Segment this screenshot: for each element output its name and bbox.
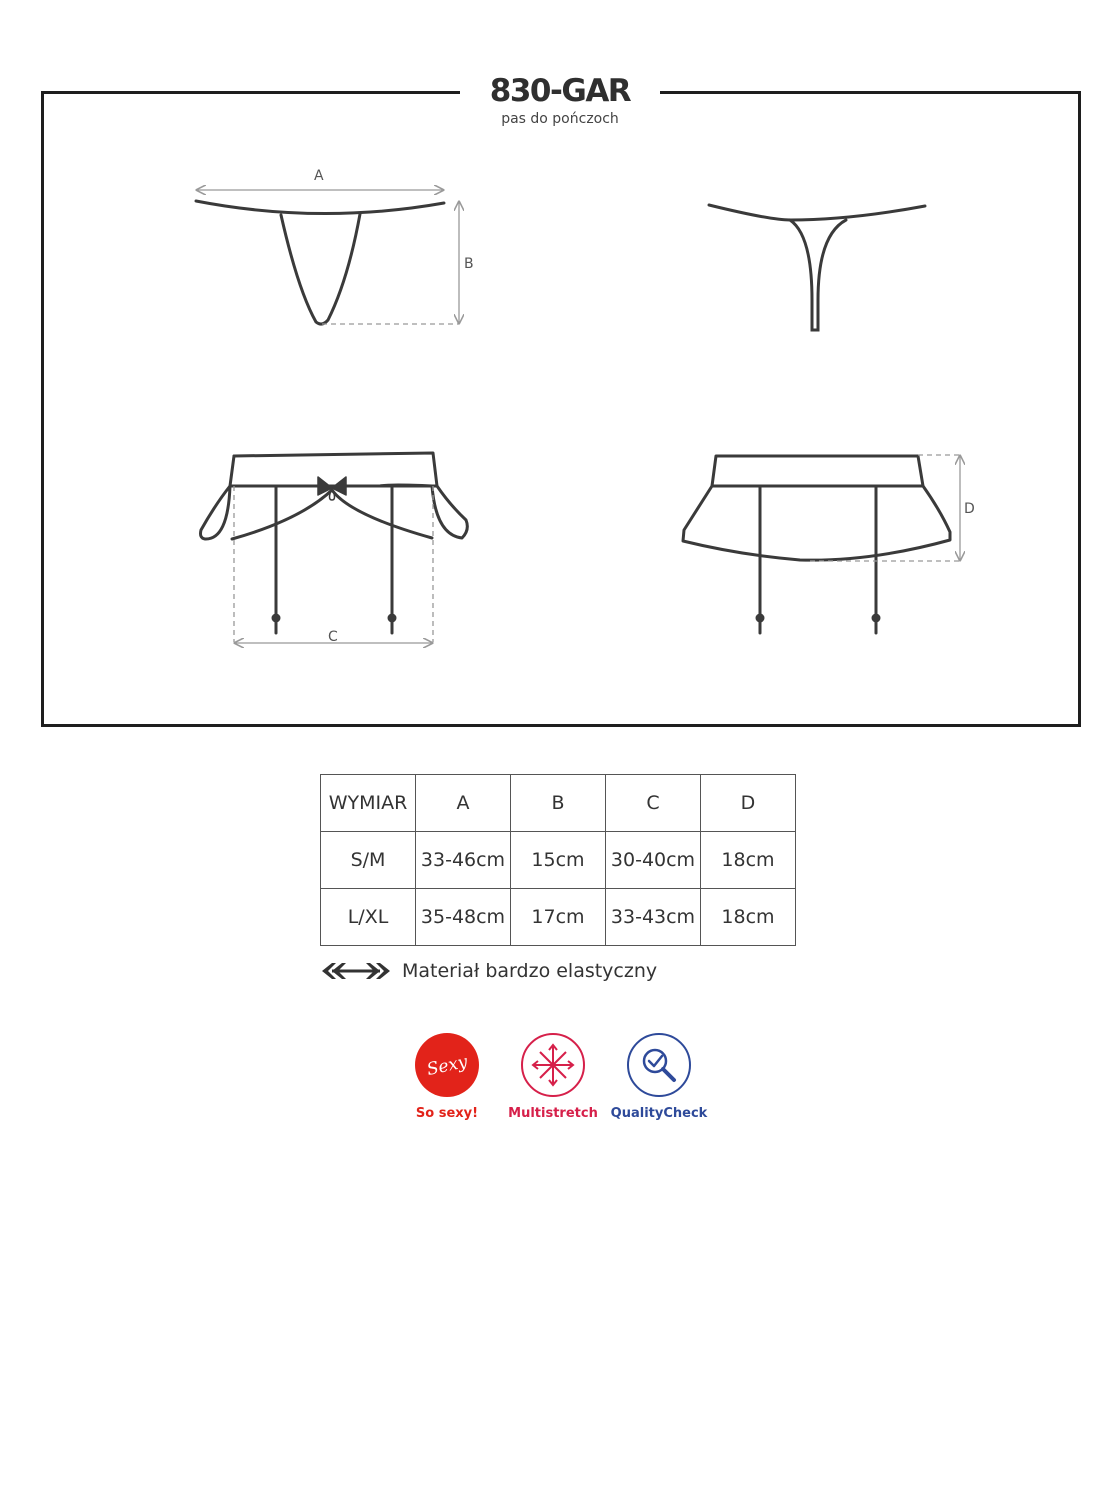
multistretch-label: Multistretch bbox=[508, 1106, 598, 1121]
size-table bbox=[320, 774, 796, 946]
multistretch-badge bbox=[493, 1032, 613, 1121]
table-row bbox=[321, 832, 796, 889]
thong-front-drawing bbox=[196, 201, 444, 324]
quality-check-icon bbox=[626, 1032, 692, 1098]
model-title: 830-GAR bbox=[489, 73, 631, 109]
quality-check-badge bbox=[599, 1032, 719, 1121]
dimension-a-label: A bbox=[314, 168, 324, 184]
sexy-icon bbox=[414, 1032, 480, 1098]
table-cell: 18cm bbox=[701, 832, 796, 889]
table-cell: 30-40cm bbox=[606, 832, 701, 889]
table-cell: 18cm bbox=[701, 889, 796, 946]
garter-belt-front-drawing bbox=[201, 453, 468, 633]
table-header-cell: C bbox=[606, 775, 701, 832]
elastic-note bbox=[320, 958, 657, 984]
dimension-b-label: B bbox=[464, 256, 474, 272]
table-cell: 17cm bbox=[511, 889, 606, 946]
sexy-icon-text: Sexy bbox=[425, 1051, 470, 1081]
dimension-b bbox=[322, 202, 459, 324]
table-row bbox=[321, 889, 796, 946]
table-header-row bbox=[321, 775, 796, 832]
table-cell: L/XL bbox=[321, 889, 416, 946]
elastic-note-text: Materiał bardzo elastyczny bbox=[402, 960, 658, 982]
thong-back-drawing bbox=[709, 205, 925, 330]
table-header-cell: B bbox=[511, 775, 606, 832]
table-cell: 15cm bbox=[511, 832, 606, 889]
quality-check-label: QualityCheck bbox=[610, 1106, 708, 1121]
title-block bbox=[460, 70, 660, 132]
table-header-cell: A bbox=[416, 775, 511, 832]
so-sexy-badge bbox=[387, 1032, 507, 1121]
table-cell: S/M bbox=[321, 832, 416, 889]
dimension-c-label: C bbox=[328, 629, 338, 645]
dimension-d-label: D bbox=[964, 501, 975, 517]
table-cell: 35-48cm bbox=[416, 889, 511, 946]
product-subtitle: pas do pończoch bbox=[501, 111, 619, 127]
garter-belt-back-drawing bbox=[683, 456, 950, 633]
table-cell: 33-46cm bbox=[416, 832, 511, 889]
so-sexy-label: So sexy! bbox=[415, 1106, 479, 1121]
table-header-cell: WYMIAR bbox=[321, 775, 416, 832]
dimension-c bbox=[234, 486, 433, 643]
stretch-arrows-icon bbox=[320, 961, 392, 981]
table-cell: 33-43cm bbox=[606, 889, 701, 946]
dimension-d bbox=[810, 455, 962, 561]
table-header-cell: D bbox=[701, 775, 796, 832]
multistretch-icon bbox=[520, 1032, 586, 1098]
